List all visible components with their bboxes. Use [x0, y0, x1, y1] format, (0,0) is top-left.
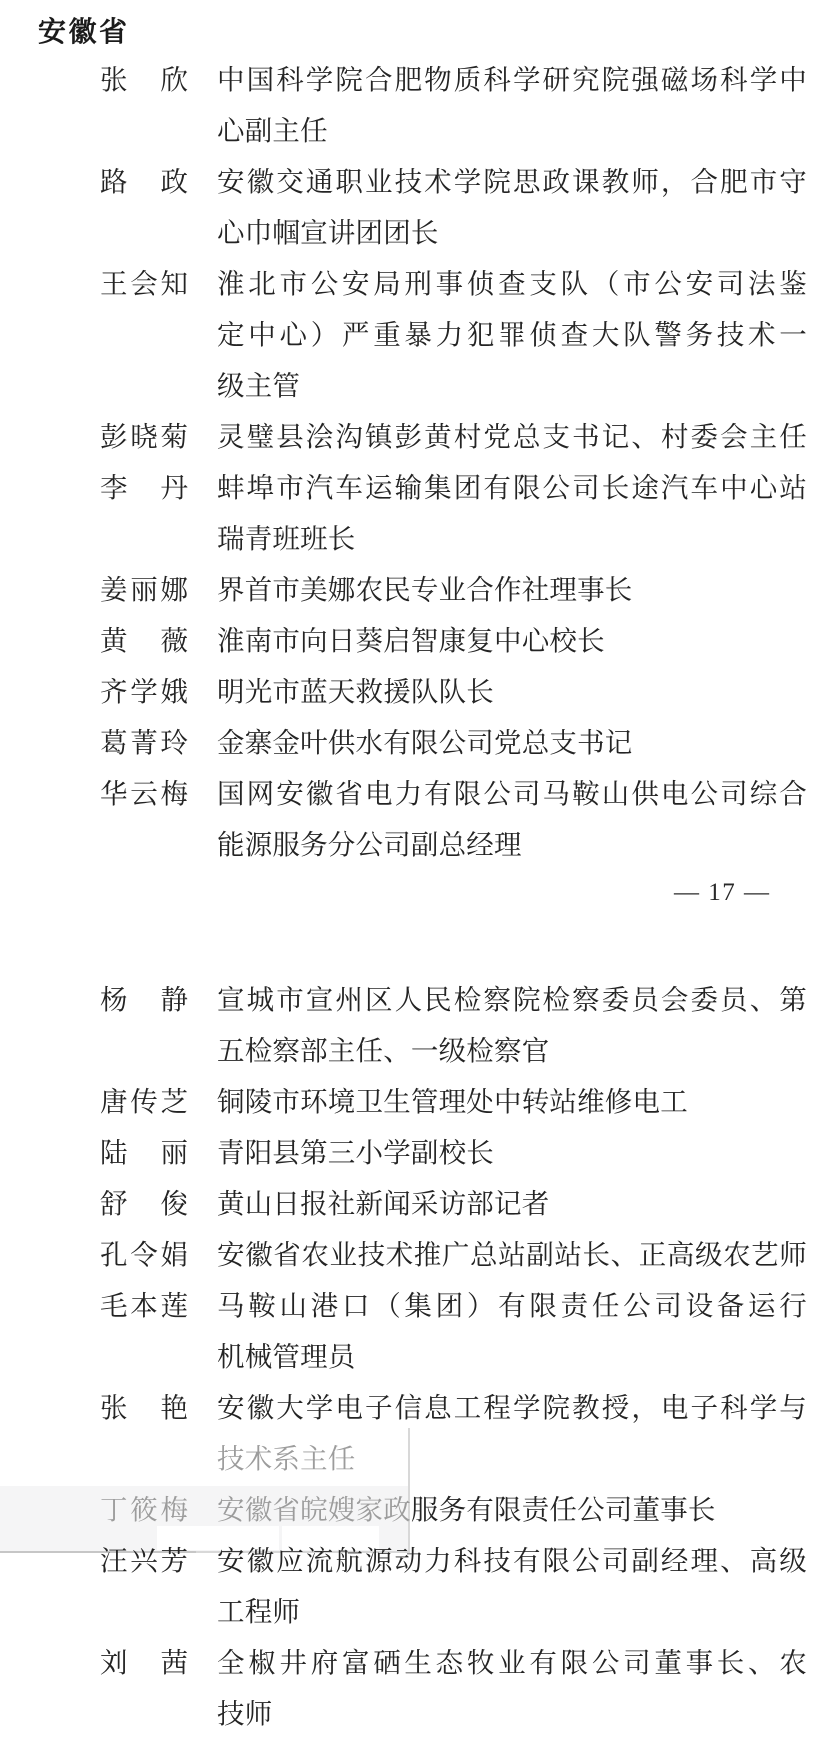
position-line: 安徽交通职业技术学院思政课教师，合肥市守 — [217, 166, 807, 197]
entry-position — [217, 768, 807, 870]
entry-position — [217, 1127, 807, 1178]
position-line: 马鞍山港口（集团）有限责任公司设备运行 — [217, 1290, 807, 1321]
position-line: 瑞青班班长 — [217, 523, 356, 554]
entry-name: 陆 丽 — [100, 1137, 188, 1168]
entry-row — [0, 462, 840, 564]
entry-row — [0, 1178, 840, 1229]
position-line: 界首市美娜农民专业合作社理事长 — [217, 574, 633, 605]
position-line: 心副主任 — [217, 115, 328, 146]
entry-name: 葛菁玲 — [100, 727, 188, 758]
entry-row — [0, 1076, 840, 1127]
entry-row — [0, 666, 840, 717]
position-line: 能源服务分公司副总经理 — [217, 829, 522, 860]
position-line: 全椒井府富硒生态牧业有限公司董事长、农 — [217, 1647, 807, 1678]
entry-name: 路 政 — [100, 166, 188, 197]
entry-row — [0, 1484, 840, 1535]
position-line: 青阳县第三小学副校长 — [217, 1137, 494, 1168]
position-line: 安徽省农业技术推广总站副站长、正高级农艺师 — [217, 1239, 807, 1270]
position-line: 技师 — [217, 1698, 273, 1729]
position-line: 金寨金叶供水有限公司党总支书记 — [217, 727, 633, 758]
position-line: 黄山日报社新闻采访部记者 — [217, 1188, 550, 1219]
entry-name: 杨 静 — [100, 984, 188, 1015]
entry-position — [217, 1637, 807, 1739]
position-line: 明光市蓝天救援队队长 — [217, 676, 494, 707]
entry-row — [0, 1637, 840, 1739]
position-line: 级主管 — [217, 370, 301, 401]
position-line: 铜陵市环境卫生管理处中转站维修电工 — [217, 1086, 688, 1117]
entry-name: 张 艳 — [100, 1392, 188, 1423]
position-line: 定中心）严重暴力犯罪侦查大队警务技术一 — [217, 319, 807, 350]
entry-row — [0, 615, 840, 666]
entry-name: 齐学娥 — [100, 676, 188, 707]
position-line: 安徽大学电子信息工程学院教授，电子科学与 — [217, 1392, 807, 1423]
page-1-entries — [0, 54, 840, 870]
entry-position — [217, 666, 807, 717]
entry-name: 刘 茜 — [100, 1647, 188, 1678]
entry-position — [217, 258, 807, 411]
position-line: 中国科学院合肥物质科学研究院强磁场科学中 — [217, 64, 807, 95]
position-line: 淮南市向日葵启智康复中心校长 — [217, 625, 605, 656]
entry-row — [0, 1229, 840, 1280]
entry-name: 舒 俊 — [100, 1188, 188, 1219]
position-line: 五检察部主任、一级检察官 — [217, 1035, 550, 1066]
entry-name: 孔令娟 — [100, 1239, 188, 1270]
entry-row — [0, 1127, 840, 1178]
entry-position — [217, 462, 807, 564]
entry-name: 王会知 — [100, 268, 188, 299]
position-line: 蚌埠市汽车运输集团有限公司长途汽车中心站 — [217, 472, 807, 503]
section-header: 安徽省 — [38, 16, 130, 47]
entry-row — [0, 974, 840, 1076]
entry-row — [0, 258, 840, 411]
position-line: 心巾帼宣讲团团长 — [217, 217, 439, 248]
position-line: 灵璧县浍沟镇彭黄村党总支书记、村委会主任 — [217, 421, 807, 452]
entry-row — [0, 1535, 840, 1637]
entry-position — [217, 54, 807, 156]
entry-row — [0, 1280, 840, 1382]
position-line — [217, 1433, 807, 1484]
position-line: 工程师 — [217, 1596, 301, 1627]
position-line-segment: 服务有限责任公司董事长 — [410, 1494, 716, 1525]
position-line-segment: 安徽省皖嫂家政 — [217, 1494, 411, 1525]
entry-row — [0, 54, 840, 156]
entry-row — [0, 1382, 840, 1484]
position-line: 安徽应流航源动力科技有限公司副经理、高级 — [217, 1545, 807, 1576]
entry-position — [217, 411, 807, 462]
entry-position — [217, 564, 807, 615]
entry-position — [217, 156, 807, 258]
entry-row — [0, 411, 840, 462]
page-2-entries — [0, 974, 840, 1739]
entry-name: 姜丽娜 — [100, 574, 188, 605]
entry-name: 张 欣 — [100, 64, 188, 95]
entry-position — [217, 1178, 807, 1229]
position-line-segment: 技术系主任 — [217, 1443, 356, 1474]
entry-position — [217, 1535, 807, 1637]
entry-position — [217, 1484, 807, 1535]
entry-name: 黄 薇 — [100, 625, 188, 656]
position-line: 机械管理员 — [217, 1341, 356, 1372]
entry-name: 丁筱梅 — [100, 1494, 188, 1525]
entry-name: 李 丹 — [100, 472, 188, 503]
entry-position — [217, 1076, 807, 1127]
entry-row — [0, 156, 840, 258]
position-line — [217, 1484, 807, 1535]
page-number: — 17 — — [674, 879, 771, 906]
entry-name: 彭晓菊 — [100, 421, 188, 452]
entry-row — [0, 768, 840, 870]
entry-name: 华云梅 — [100, 778, 188, 809]
entry-name: 唐传芝 — [100, 1086, 188, 1117]
entry-position — [217, 1229, 807, 1280]
entry-row — [0, 564, 840, 615]
entry-name: 毛本莲 — [100, 1290, 188, 1321]
entry-position — [217, 1382, 807, 1484]
entry-position — [217, 717, 807, 768]
entry-position — [217, 1280, 807, 1382]
position-line: 淮北市公安局刑事侦查支队（市公安司法鉴 — [217, 268, 807, 299]
entry-row — [0, 717, 840, 768]
position-line: 宣城市宣州区人民检察院检察委员会委员、第 — [217, 984, 807, 1015]
entry-position — [217, 974, 807, 1076]
entry-position — [217, 615, 807, 666]
position-line: 国网安徽省电力有限公司马鞍山供电公司综合 — [217, 778, 807, 809]
entry-name: 汪兴芳 — [100, 1545, 188, 1576]
